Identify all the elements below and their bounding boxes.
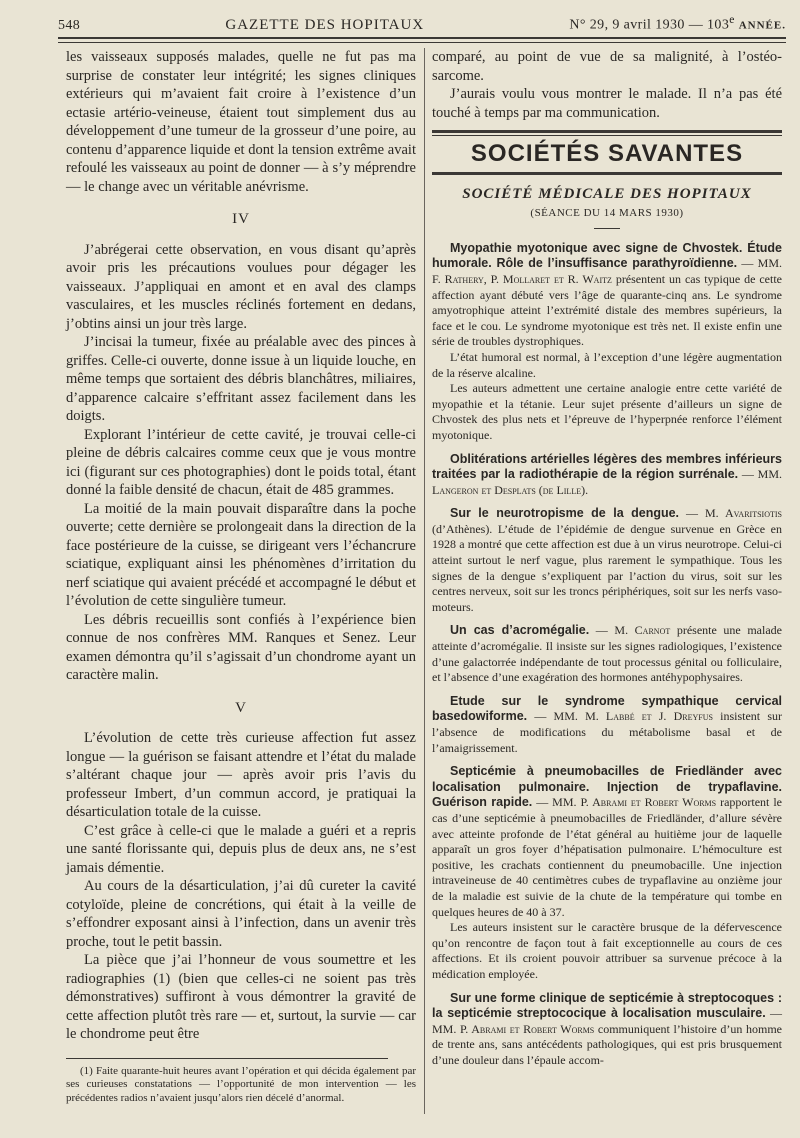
entry-text: rapportent le cas d’une septicémie à pneumobacilles de Friedländer, d’allure sévère avec atteinte profonde de l’état général au huitième jour de laquelle apparaît un gros foyer d’hépatisation pulmonaire. L’hémoculture est positive, les crachats contiennent du pneumobacille. Une injection intraveineuse de 40 centimètres cubes de trypaflavine au onzième jour de la maladie est suivie de la chute de la température qui tombe en quelques heures de 40 à 37. [432, 795, 782, 919]
entry-heading: Etude sur le syndrome sympathique cervical basedowiforme. [432, 693, 782, 724]
footnote-rule [66, 1058, 388, 1059]
report-entry: Oblitérations artérielles légères des membres inférieurs traitées par la radiothérapie de la région surrénale. — MM. Langeron et Desplats (de Lille). [432, 451, 783, 497]
entry-text: Les auteurs admettent une certaine analogie entre cette variété de myopathie et la tétanie. Leur sujet présente d’ailleurs un signe de Chvostek des plus nets et l’épreuve de l’hyperpnée renforce l’élément myotonique. [432, 381, 782, 442]
entry-authors: MM. P. Abrami et Robert Worms [432, 1021, 595, 1036]
entry-authors: MM. F. Rathery, P. Mollaret et R. Waitz [432, 256, 782, 286]
section-rule-thin [432, 135, 782, 136]
paragraph: Explorant l’intérieur de cette cavité, je trouvai celle-ci pleine de débris calcaires comme ceux que je vous montre ici (figurant sur ces photographies) dont le poids total, étant donné la faible densité de chacun, était de 485 grammes. [66, 426, 416, 498]
entry-text: communiquent l’histoire d’un homme de trente ans, sans antécédents pathologiques, qui est pris brusquement d’une douleur dans l’épaule accom- [432, 1021, 783, 1067]
column-divider [424, 48, 425, 1114]
paragraph: J’abrégerai cette observation, en vous disant qu’après avoir pris les précautions voulues pour dégager les vaisseaux. J’appliquai en amont et en aval des clamps vasculaires, et les muscles réclinés fortement en dedans, j’obtins ainsi un jour très large. [66, 241, 416, 332]
paragraph: L’évolution de cette très curieuse affection fut assez longue — la guérison se faisant attendre et l’état du malade s’altérant chaque jour — après avoir pris l’avis du professeur Imbert, d’un commun accord, je pratiquai la désarticulation totale de la cuisse. [66, 730, 416, 820]
entry-authors: MM. M. Labbé et J. Dreyfus [553, 709, 713, 724]
paragraph: La moitié de la main pouvait disparaître dans la poche ouverte; cette dernière se prolongeait dans la direction de la face postérieure de la cuisse, se dirigeant vers l’échancrure sciatique, expliquant ainsi les phénomènes d’irritation du nerf sciatique qui avaient précédé et accompagné le début et l’évolution de cette singulière tumeur. [66, 500, 416, 609]
report-entry: Myopathie myotonique avec signe de Chvostek. Étude humorale. Rôle de l’insuffisance parathyroïdienne. — MM. F. Rathery, P. Mollaret et R. Waitz présentent un cas typique de cette affection ayant débuté vers l’âge de quarante-cinq ans. Le syndrome amyotrophique atteint l’extrémité distale des membres supérieurs, la face et le cou. Le syndrome myotonique est très net. Il existe enfin une série de troubles dystrophiques. L’état humoral est normal, à l’exception d’une légère augmentation de la réserve alcaline. Les auteurs admettent une certaine analogie entre cette variété de myopathie et la tétanie. Leur sujet présente d’ailleurs un signe de Chvostek des plus nets et l’épreuve de l’hyperpnée renforce l’élément myotonique. [432, 240, 782, 442]
issue-suffix: e [729, 13, 735, 27]
entry-authors: M. Carnot [614, 623, 671, 638]
paragraph: Les débris recueillis sont confiés à l’expérience bien connue de nos confrères MM. Ranques et Senez. Leur examen démontra qu’il s’agissait d’un chondrome ayant un caractère malin. [66, 611, 416, 683]
section-number: V [235, 699, 247, 716]
right-column [432, 48, 782, 1076]
section-rule [432, 130, 782, 133]
issue-date: N° 29, 9 avril 1930 — 103 [569, 18, 730, 33]
entry-heading: Oblitérations artérielles légères des membres inférieurs traitées par la radiothérapie de la région surrénale. [432, 451, 782, 482]
header-rule [58, 37, 786, 39]
short-rule [594, 228, 620, 229]
footnote: (1) Faite quarante-huit heures avant l’opération et qui décida également par ses curieuses constatations — l’opportunité de mon intervention — les précédentes radios n’avaient jusqu’alors rien décelé d’anormal. [66, 1064, 416, 1104]
paragraph: La pièce que j’ai l’honneur de vous soumettre et les radiographies (1) (bien que celles-ci ne soient pas très démonstratives) suffiront à vous démontrer la gravité de cette affection plutôt très rare — et, surtout, la survie — car le chondrome peut être [66, 952, 416, 1042]
entry-authors: M. Avaritsiotis [705, 506, 782, 521]
entry-heading: Sur une forme clinique de septicémie à streptocoques : la septicémie streptococique à localisation musculaire. [432, 990, 782, 1021]
seance-date: (SÉANCE DU 14 MARS 1930) [530, 207, 684, 220]
report-entry: Sur une forme clinique de septicémie à streptocoques : la septicémie streptococique à localisation musculaire. — MM. P. Abrami et Robert Worms communiquent l’histoire d’un homme de trente ans, sans antécédents pathologiques, qui est pris brusquement d’une douleur dans l’épaule accom- [432, 990, 783, 1067]
entry-heading: Sur le neurotropisme de la dengue. [450, 506, 680, 521]
section-rule-bottom [432, 172, 782, 175]
journal-title: GAZETTE DES HOPITAUX [225, 17, 425, 33]
issue-year: ANNÉE. [738, 20, 786, 32]
header-rule-thin [58, 42, 786, 43]
page-number: 548 [58, 18, 81, 33]
paragraph: J’incisai la tumeur, fixée au préalable avec des pinces à griffes. Celle-ci ouverte, donne issue à un liquide louche, en même temps que sortaient des débris blanchâtres, miliaires, d’apparence calcaire s’effritant assez facilement dans les doigts. [66, 334, 416, 424]
left-column [66, 48, 416, 1105]
paragraph: les vaisseaux supposés malades, quelle ne fut pas ma surprise de constater leur intégrité; les signes cliniques extérieurs qui m’avaient fait croire à l’existence d’un ectasie artério-veineuse, étaient tout simplement dus au développement d’une tumeur de la grosseur d’une poire, au contenu d’apparence liquide et dont la tension extrême avait refoulé les vaisseaux au point de donner — à s’y méprendre — le change avec un véritable anévrisme. [66, 49, 416, 195]
report-entry: Un cas d’acromégalie. — M. Carnot présente une malade atteinte d’acromégalie. Il insiste sur les signes radiologiques, l’existence d’une galactorrée indépendante de tout processus génital ou folliculaire, et l’absence d’une exagération des hormones antéhypophysaires. [432, 623, 782, 685]
section-number: IV [232, 211, 250, 227]
entry-text: insistent sur l’absence de modifications du métabolisme basal et de l’amaigrissement. [432, 709, 782, 755]
report-entry: Etude sur le syndrome sympathique cervical basedowiforme. — MM. M. Labbé et J. Dreyfus insistent sur l’absence de modifications du métabolisme basal et de l’amaigrissement. [432, 693, 782, 755]
entry-heading: Septicémie à pneumobacilles de Friedländer avec localisation pulmonaire. Injection de trypaflavine. Guérison rapide. [432, 764, 782, 810]
entry-text: (d’Athènes). L’étude de l’épidémie de dengue survenue en Grèce en 1928 a montré que cette affection est due à un virus neurotrope. Celui-ci atteint surtout le nerf vague, plus rarement le sympathique. Tous les signes de la dengue s’expliquent par l’action du virus, soit sur les centres nerveux, soit sur les troncs périphériques, soit sur les nerfs vaso-moteurs. [432, 521, 782, 614]
entry-heading: Un cas d’acromégalie. [450, 623, 590, 638]
entry-text: L’état humoral est normal, à l’exception d’une légère augmentation de la réserve alcaline. [432, 349, 782, 380]
section-heading: SOCIÉTÉS SAVANTES [470, 140, 744, 167]
page-header [58, 8, 786, 34]
society-title: SOCIÉTÉ MÉDICALE DES HOPITAUX [462, 185, 752, 202]
entry-text: présente une malade atteinte d’acromégalie. Il insiste sur les signes radiologiques, l’existence d’une galactorrée indépendante de tout processus génital ou folliculaire, et l’absence d’une exagération des hormones antéhypophysaires. [432, 623, 782, 685]
entry-text: Les auteurs insistent sur le caractère brusque de la défervescence qu’on rencontre de façon tout à fait exceptionnelle au cours de ces affections. Et ils croient pouvoir attribuer sa survenue précoce à la médication employée. [432, 920, 782, 981]
report-entry: Septicémie à pneumobacilles de Friedländer avec localisation pulmonaire. Injection de trypaflavine. Guérison rapide. — MM. P. Abrami et Robert Worms rapportent le cas d’une septicémie à pneumobacilles de Friedländer, d’allure sévère avec atteinte profonde de l’état général au huitième jour de laquelle apparaît un gros foyer d’hépatisation pulmonaire. L’hémoculture est positive, les crachats contiennent du pneumobacille. Une injection intraveineuse de 40 centimètres cubes de trypaflavine au onzième jour de la maladie est suivie de la chute de la température qui tombe en quelques heures de 40 à 37. Les auteurs insistent sur le caractère brusque de la défervescence qu’on rencontre de façon tout à fait exceptionnelle au cours de ces affections. Et ils croient pouvoir attribuer sa survenue précoce à la médication employée. [432, 764, 782, 981]
paragraph: Au cours de la désarticulation, j’ai dû cureter la cavité cotyloïde, pleine de concrétions, qui était à la veille de s’effondrer exposant ainsi à l’infection, dans un avenir très proche, tout le petit bassin. [66, 878, 416, 950]
report-entry: Sur le neurotropisme de la dengue. — M. Avaritsiotis (d’Athènes). L’étude de l’épidémie de dengue survenue en Grèce en 1928 a montré que cette affection est due à un virus neurotrope. Celui-ci atteint surtout le nerf vague, plus rarement le sympathique. Tous les signes de la dengue s’expliquent par l’action du virus, soit sur les centres nerveux, soit sur les troncs périphériques, soit sur les nerfs vaso-moteurs. [432, 506, 782, 614]
entry-authors: MM. P. Abrami et Robert Worms [552, 795, 717, 810]
paragraph: C’est grâce à celle-ci que le malade a guéri et a repris une santé florissante qui, depuis plus de deux ans, ne s’est jamais démentie. [66, 822, 416, 876]
issue-info [569, 13, 786, 34]
entry-heading: Myopathie myotonique avec signe de Chvostek. Étude humorale. Rôle de l’insuffisance parathyroïdienne. [432, 240, 782, 271]
paragraph: comparé, au point de vue de sa malignité, à l’ostéo-sarcome. [432, 49, 782, 84]
entry-text: présentent un cas typique de cette affection ayant débuté vers l’âge de quarante-cinq ans. Le syndrome amyotrophique atteint l’extrémité distale des membres supérieurs, la face et le cou. Le syndrome myotonique est très net. Il existe enfin une série de troubles dystrophiques. [432, 271, 782, 349]
entry-authors: MM. Langeron et Desplats (de Lille). [432, 467, 783, 497]
paragraph: J’aurais voulu vous montrer le malade. Il n’a pas été touché à temps par ma communication. [432, 86, 782, 121]
